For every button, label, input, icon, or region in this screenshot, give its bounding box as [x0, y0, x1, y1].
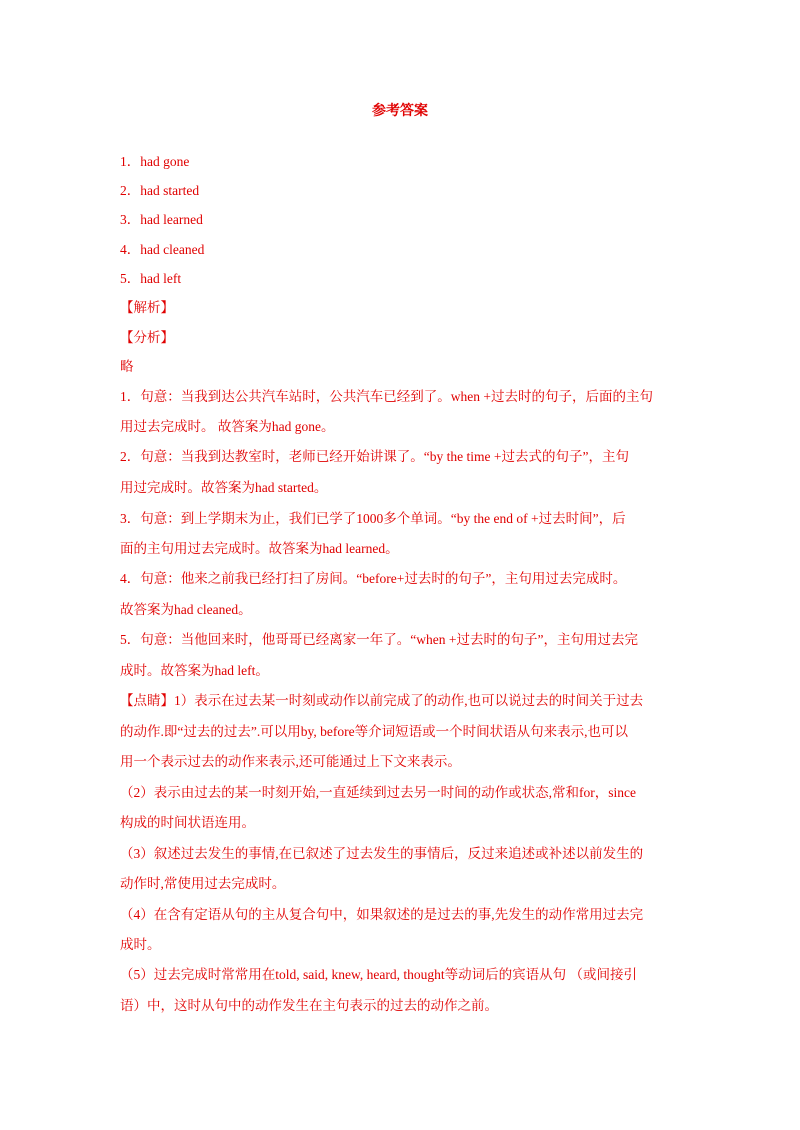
answer-3: 3．had learned	[120, 212, 203, 227]
fenxi-heading: 【分析】	[120, 330, 174, 345]
dianjing-line: 用一个表示过去的动作来表示,还可能通过上下文来表示。	[120, 754, 461, 769]
explanation-line: 1．句意：当我到达公共汽车站时，公共汽车已经到了。when +过去时的句子，后面的主句	[120, 389, 653, 404]
explanation-line: 4．句意：他来之前我已经打扫了房间。“before+过去时的句子”，主句用过去完成时。	[120, 571, 627, 586]
explanation-line: 2．句意：当我到达教室时，老师已经开始讲课了。“by the time +过去式的句子”，主句	[120, 449, 629, 464]
page-title: 参考答案	[372, 104, 428, 119]
answer-4: 4．had cleaned	[120, 242, 205, 257]
dianjing-line: 语）中，这时从句中的动作发生在主句表示的过去的动作之前。	[120, 998, 498, 1013]
dianjing-line: 构成的时间状语连用。	[120, 815, 255, 830]
dianjing-line: （2）表示由过去的某一时刻开始,一直延续到过去另一时间的动作或状态,常和for，since	[120, 785, 636, 800]
dianjing-line: 的动作.即“过去的过去”.可以用by, before等介词短语或一个时间状语从句来表示,也可以	[120, 724, 628, 739]
dianjing-line: （4）在含有定语从句的主从复合句中，如果叙述的是过去的事,先发生的动作常用过去完	[120, 907, 644, 922]
explanation-line: 面的主句用过去完成时。故答案为had learned。	[120, 541, 399, 556]
jiexi-heading: 【解析】	[120, 300, 174, 315]
answer-1: 1．had gone	[120, 154, 190, 169]
explanation-line: 5．句意：当他回来时，他哥哥已经离家一年了。“when +过去时的句子”，主句用过去完	[120, 632, 638, 647]
explanation-line: 用过去完成时。 故答案为had gone。	[120, 419, 335, 434]
dianjing-line: （3）叙述过去发生的事情,在已叙述了过去发生的事情后，反过来追述或补述以前发生的	[120, 846, 644, 861]
answer-5: 5．had left	[120, 271, 182, 286]
dianjing-line: 成时。	[120, 937, 161, 952]
explanation-line: 成时。故答案为had left。	[120, 663, 269, 678]
explanation-line: 故答案为had cleaned。	[120, 602, 252, 617]
lue-text: 略	[120, 359, 134, 374]
explanation-line: 3．句意：到上学期末为止，我们已学了1000多个单词。“by the end of +过去时间”，后	[120, 511, 626, 526]
dianjing-line: 动作时,常使用过去完成时。	[120, 876, 286, 891]
answer-2: 2．had started	[120, 183, 200, 198]
dianjing-line: （5）过去完成时常常用在told, said, knew, heard, thought等动词后的宾语从句 （或间接引	[120, 967, 637, 982]
dianjing-line: 【点睛】1）表示在过去某一时刻或动作以前完成了的动作,也可以说过去的时间关于过去	[120, 693, 644, 708]
explanation-line: 用过完成时。故答案为had started。	[120, 480, 328, 495]
